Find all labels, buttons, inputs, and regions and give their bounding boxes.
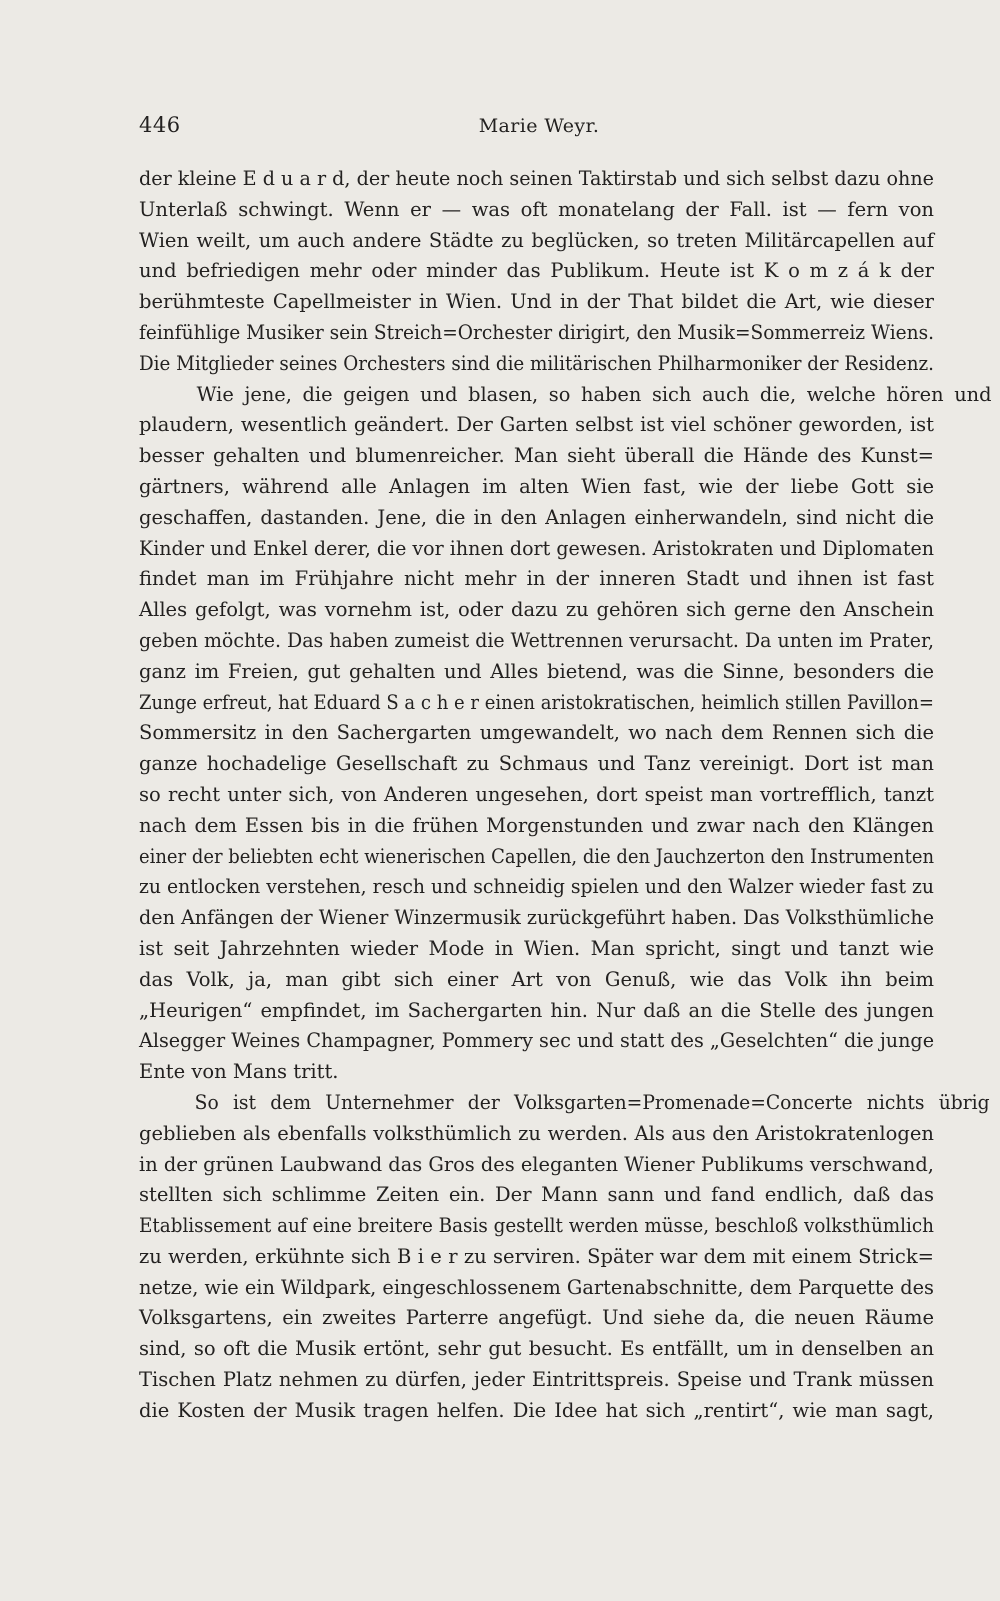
text-line: Sommersitz in den Sachergarten umgewandelt, wo nach dem Rennen sich die xyxy=(139,721,934,745)
text-line: berühmteste Capellmeister in Wien. Und in der That bildet die Art, wie dieser xyxy=(139,290,934,314)
page-header xyxy=(139,113,934,143)
text-line: Unterlaß schwingt. Wenn er — was oft monatelang der Fall. ist — fern von xyxy=(139,197,934,221)
text-line: den Anfängen der Wiener Winzermusik zurückgeführt haben. Das Volksthümliche xyxy=(139,906,935,930)
text-line: sind, so oft die Musik ertönt, sehr gut besucht. Es entfällt, um in denselben an xyxy=(139,1337,934,1361)
text-line: so recht unter sich, von Anderen ungesehen, dort speist man vortrefflich, tanzt xyxy=(139,782,934,806)
text-line: Volksgartens, ein zweites Parterre angefügt. Und siehe da, die neuen Räume xyxy=(139,1306,934,1330)
text-line: Tischen Platz nehmen zu dürfen, jeder Eintrittspreis. Speise und Trank müssen xyxy=(139,1368,934,1392)
text-line: die Kosten der Musik tragen helfen. Die Idee hat sich „rentirt“, wie man sagt, xyxy=(139,1398,934,1422)
text-line: gärtners, während alle Anlagen im alten Wien fast, wie der liebe Gott sie xyxy=(139,474,934,498)
text-line: Wien weilt, um auch andere Städte zu beglücken, so treten Militärcapellen auf xyxy=(139,228,934,252)
running-head: Marie Weyr. xyxy=(478,115,600,137)
text-line: findet man im Frühjahre nicht mehr in der inneren Stadt und ihnen ist fast xyxy=(139,567,934,591)
text-line: einer der beliebten echt wienerischen Capellen, die den Jauchzerton den Instrumenten xyxy=(139,844,935,868)
text-line: netze, wie ein Wildpark, eingeschlossenem Gartenabschnitte, dem Parquette des xyxy=(139,1275,934,1299)
text-line: zu entlocken verstehen, resch und schneidig spielen und den Walzer wieder fast zu xyxy=(139,875,934,899)
text-line: ganz im Freien, gut gehalten und Alles bietend, was die Sinne, besonders die xyxy=(139,659,934,683)
text-line: So ist dem Unternehmer der Volksgarten=Promenade=Concerte nichts übrig xyxy=(194,1090,990,1114)
text-line: der kleine E d u a r d, der heute noch seinen Taktirstab und sich selbst dazu ohne xyxy=(139,167,934,190)
text-line: und befriedigen mehr oder minder das Publikum. Heute ist K o m z á k der xyxy=(139,259,934,283)
text-line: feinfühlige Musiker sein Streich=Orchester dirigirt, den Musik=Sommerreiz Wiens. xyxy=(139,320,935,344)
text-line: plaudern, wesentlich geändert. Der Garten selbst ist viel schöner geworden, ist xyxy=(139,413,934,437)
text-line: zu werden, erkühnte sich B i e r zu serviren. Später war dem mit einem Strick= xyxy=(139,1244,934,1268)
text-line: besser gehalten und blumenreicher. Man sieht überall die Hände des Kunst= xyxy=(139,444,934,468)
text-line: ist seit Jahrzehnten wieder Mode in Wien. Man spricht, singt und tanzt wie xyxy=(139,936,934,960)
text-line: Ente von Mans tritt. xyxy=(139,1060,339,1084)
page-number: 446 xyxy=(139,113,181,137)
text-line: Alles gefolgt, was vornehm ist, oder dazu zu gehören sich gerne den Anschein xyxy=(139,598,934,622)
text-line: geblieben als ebenfalls volksthümlich zu werden. Als aus den Aristokratenlogen xyxy=(139,1121,934,1145)
text-line: Etablissement auf eine breitere Basis gestellt werden müsse, beschloß volksthümlich xyxy=(139,1214,934,1238)
text-line: Kinder und Enkel derer, die vor ihnen dort gewesen. Aristokraten und Diplomaten xyxy=(139,536,934,560)
text-line: Wie jene, die geigen und blasen, so haben sich auch die, welche hören und xyxy=(196,382,992,406)
text-line: Alsegger Weines Champagner, Pommery sec und statt des „Geselchten“ die junge xyxy=(139,1029,935,1053)
text-line: geschaffen, dastanden. Jene, die in den Anlagen einherwandeln, sind nicht die xyxy=(139,505,934,529)
text-line: geben möchte. Das haben zumeist die Wettrennen verursacht. Da unten im Prater, xyxy=(139,628,935,652)
text-line: Zunge erfreut, hat Eduard S a c h e r einen aristokratischen, heimlich stillen Pavillon= xyxy=(139,690,934,714)
text-line: in der grünen Laubwand das Gros des eleganten Wiener Publikums verschwand, xyxy=(139,1152,934,1176)
text-line: „Heurigen“ empfindet, im Sachergarten hin. Nur daß an die Stelle des jungen xyxy=(139,998,934,1022)
body-text xyxy=(139,164,992,1427)
text-line: ganze hochadelige Gesellschaft zu Schmaus und Tanz vereinigt. Dort ist man xyxy=(139,752,934,776)
text-line: nach dem Essen bis in die frühen Morgenstunden und zwar nach den Klängen xyxy=(139,813,934,837)
text-line: das Volk, ja, man gibt sich einer Art von Genuß, wie das Volk ihn beim xyxy=(139,967,934,991)
text-line: stellten sich schlimme Zeiten ein. Der Mann sann und fand endlich, daß das xyxy=(139,1183,934,1207)
text-line: Die Mitglieder seines Orchesters sind die militärischen Philharmoniker der Residenz. xyxy=(139,351,934,375)
